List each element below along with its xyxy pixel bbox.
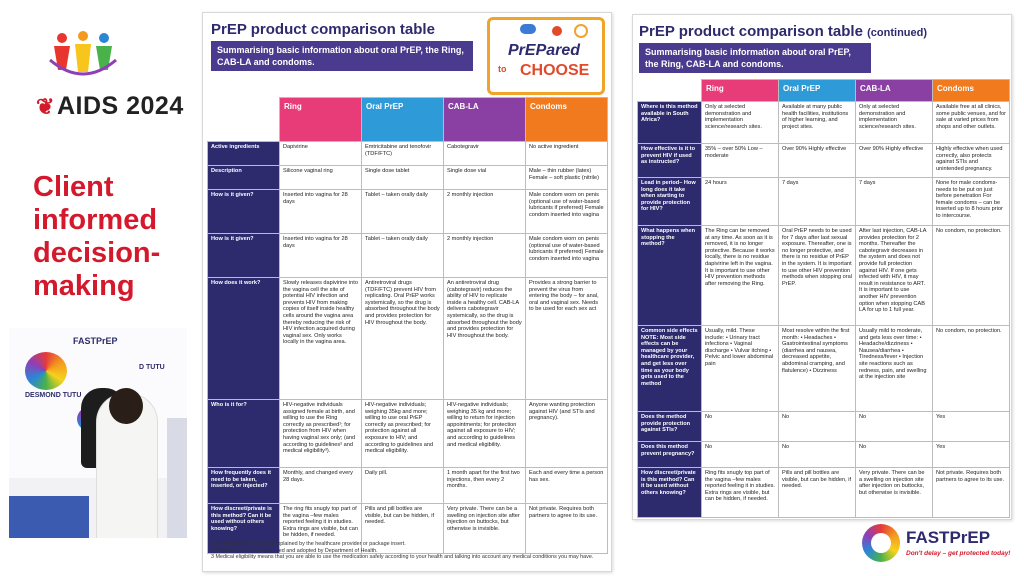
footnotes (211, 541, 607, 561)
row-label: Lead in period– How long does it take when starting to provide protection for HIV? (638, 178, 702, 226)
row-label: How discreet/private is this method? Can it be used without others knowing? (638, 468, 702, 518)
table-cell: Monthly, and changed every 28 days. (280, 468, 362, 504)
table-row (638, 102, 1010, 144)
banner-text: DESMOND TUTU (25, 392, 82, 399)
row-label: How effective is it to prevent HIV if used as instructed? (638, 144, 702, 178)
column-header-oral-prep: Oral PrEP (362, 98, 444, 142)
row-label: How does it work? (208, 278, 280, 400)
aids-2024-wordmark (36, 92, 184, 121)
row-label: What happens when stopping the method? (638, 226, 702, 326)
table-cell: No (856, 412, 933, 442)
row-label: Description (208, 166, 280, 190)
table-header-row (638, 80, 1010, 102)
table-row (638, 442, 1010, 468)
table-cell: Not private. Requires both partners to agree to its use. (526, 504, 608, 554)
table-cell: 1 month apart for the first two injections, then every 2 months. (444, 468, 526, 504)
table-cell: 2 monthly injection (444, 190, 526, 234)
table-row (638, 468, 1010, 518)
table-cell: Ring fits snugly top part of the vagina –few males reported feeling it in studies. Extra rings are visible, but can be hidden, if needed. (702, 468, 779, 518)
table-cell: HIV-negative individuals; weighing 35 kg and more; willing to return for injection appointments; for protection against all exposure to HIV; and according to guidelines and medical eligibility. (444, 400, 526, 468)
row-label: Does this method prevent pregnancy? (638, 442, 702, 468)
event-photo (9, 328, 187, 538)
comparison-sheet-1 (202, 12, 612, 572)
table-cell: Male condom worn on penis (optional use of water-based lubricants if preferred) Female condom inserted into vagina (526, 190, 608, 234)
sheet-subtitle: Summarising basic information about oral PrEP, the Ring, CAB-LA and condoms. (211, 41, 473, 71)
logo-text: AIDS 2024 (56, 92, 184, 120)
table-cell: Pills and pill bottles are visible, but can be hidden, if needed. (362, 504, 444, 554)
table-cell: Cabotegravir (444, 142, 526, 166)
display-stand (167, 418, 187, 538)
table-cell: An antiretroviral drug (cabotegravir) reduces the ability of HIV to replicate inside a healthy cell. CAB-LA delivers cabotegravir systemically, so the drug is absorbed throughout the body and provides protection for HIV throughout the body. (444, 278, 526, 400)
table-cell: Tablet – taken orally daily (362, 234, 444, 278)
badge-line-2: CHOOSE (520, 62, 590, 79)
table-cell: No (702, 412, 779, 442)
column-header-condoms: Condoms (933, 80, 1010, 102)
table-cell: Not private. Requires both partners to agree to its use. (933, 468, 1010, 518)
row-label: How discreet/private is this method? Can it be used without others knowing? (208, 504, 280, 554)
ring-icon (574, 24, 588, 38)
table-row (638, 326, 1010, 412)
column-header-ring: Ring (280, 98, 362, 142)
table-cell: HIV-negative individuals assigned female at birth, and willing to use the Ring correctly as prescribed¹; for protection from HIV when having vaginal sex only; (and according to guidelines² and medical eligibility³). (280, 400, 362, 468)
table-cell: 35% – over 50% Low –moderate (702, 144, 779, 178)
fastprep-logo-graphic (25, 352, 67, 390)
badge-to: to (498, 64, 507, 74)
table-cell: No (779, 412, 856, 442)
sheet-title-suffix: (continued) (867, 27, 928, 39)
banner-text: FASTPrEP (73, 336, 118, 346)
table-cell: Yes (933, 412, 1010, 442)
table-cell: Over 90% Highly effective (856, 144, 933, 178)
table-cell: 24 hours (702, 178, 779, 226)
sheet-subtitle: Summarising basic information about oral PrEP, the Ring, CAB-LA and condoms. (639, 43, 871, 73)
table-cell: 2 monthly injection (444, 234, 526, 278)
table-cell: None for male condoms-needs to be put on just before penetration For female condoms – can be inserted up to 8 hours prior to intercourse. (933, 178, 1010, 226)
fastprep-name: FASTPrEP (906, 528, 991, 547)
row-label: Does the method provide protection against STIs? (638, 412, 702, 442)
table-cell: No (702, 442, 779, 468)
table-cell: Oral PrEP needs to be used for 7 days after last sexual exposure. Thereafter, one is no longer protective, and there is no residue of PrEP in the system. It is important to use other HIV prevention methods when stopping oral PrEP. (779, 226, 856, 326)
table-row (208, 142, 608, 166)
row-label: Active ingredients (208, 142, 280, 166)
table-cell: Most resolve within the first month: • Headaches • Gastrointestinal symptoms (diarrhea and nausea, decreased appetite, abdominal cramping, and flatulence) • Dizziness (779, 326, 856, 412)
table-cell: Over 90% Highly effective (779, 144, 856, 178)
table-header-row (208, 98, 608, 142)
column-header-cab-la: CAB-LA (856, 80, 933, 102)
footnote: 2 Guidelines that are approved and adopted by Department of Health. (211, 547, 378, 554)
table-cell: Each and every time a person has sex. (526, 468, 608, 504)
fastprep-logo (862, 522, 1012, 570)
comparison-sheet-2 (632, 14, 1012, 520)
table-cell: Single dose tablet (362, 166, 444, 190)
table-cell: Daily pill. (362, 468, 444, 504)
badge-line-1: PrEPared (508, 42, 581, 59)
table-cell: Yes (933, 442, 1010, 468)
table-row (638, 226, 1010, 326)
table-cell: No (856, 442, 933, 468)
column-header-condoms: Condoms (526, 98, 608, 142)
table-cell: Available free at all clinics, some public venues, and for sale at varied prices from shops and other outlets. (933, 102, 1010, 144)
column-header-oral-prep: Oral PrEP (779, 80, 856, 102)
dot-icon (552, 26, 562, 36)
table-cell: Only at selected demonstration and implementation science/research sites. (702, 102, 779, 144)
table-cell: Inserted into vagina for 28 days (280, 234, 362, 278)
aids-2024-logo (30, 28, 190, 123)
prepared-to-choose-badge (487, 17, 605, 95)
table-cell: 7 days (779, 178, 856, 226)
table-cell: The ring fits snugly top part of the vagina –few males reported feeling it in studies. Extra rings are visible, but can be hidden, if needed. (280, 504, 362, 554)
table-row (208, 234, 608, 278)
row-label: How frequently does it need to be taken, inserted, or injected? (208, 468, 280, 504)
table-cell: Only at selected demonstration and implementation science/research sites. (856, 102, 933, 144)
comparison-table (207, 97, 608, 554)
table-cell: Male – thin rubber (latex) Female – soft plastic (nitrile) (526, 166, 608, 190)
table-cell: No active ingredient (526, 142, 608, 166)
page-headline: Client informed decision-making (33, 171, 161, 302)
comparison-table (637, 79, 1010, 518)
table-cell: Antiretroviral drugs (TDF/FTC) prevent HIV from replicating. Oral PrEP works systemically, so the drug is absorbed throughout the body and provides protection for HIV throughout the body. (362, 278, 444, 400)
table-cell: Very private. There can be a swelling on injection site after injection on buttocks, but otherwise is invisible. (856, 468, 933, 518)
table-corner (638, 80, 702, 102)
sheet-title (639, 23, 927, 40)
banner-text: D TUTU (139, 364, 165, 371)
row-label: Where is this method available in South Africa? (638, 102, 702, 144)
table-cell: Dapivirine (280, 142, 362, 166)
column-header-ring: Ring (702, 80, 779, 102)
table-cell: Provides a strong barrier to prevent the virus from entering the body – for anal, oral and vaginal sex. Needs to be used for each sex act (526, 278, 608, 400)
table-cell: Emtricitabine and tenofovir (TDF/FTC) (362, 142, 444, 166)
table-cell: Tablet – taken orally daily (362, 190, 444, 234)
footnote: 3 Medical eligibility means that you are able to use the medication safely according to your health and talking into account any medical conditions you may have. (211, 554, 594, 561)
person-head (109, 388, 143, 424)
pill-icon (520, 24, 536, 34)
table-cell: Pills and pill bottles are visible, but can be hidden, if needed. (779, 468, 856, 518)
table-cell: Very private. There can be a swelling on injection site after injection on buttocks, but otherwise is invisible. (444, 504, 526, 554)
table-row (208, 278, 608, 400)
table-row (638, 144, 1010, 178)
display-table (9, 496, 89, 538)
table-cell: No (779, 442, 856, 468)
people-figures-icon (48, 30, 118, 88)
row-label: How is it given? (208, 190, 280, 234)
row-label: Common side effects NOTE: Most side effects can be managed by your healthcare provider, and get less over time as your body gets used to the method (638, 326, 702, 412)
row-label: How is it given? (208, 234, 280, 278)
footnote: 1 As prescribed means as explained by the healthcare provider or package insert. (211, 541, 406, 547)
table-cell: Usually mild to moderate, and gets less over time: • Headache/dizziness • Nausea/diarrhea • Tiredness/fever • Injection site reactions such as redness, pain, and swelling at the injection site (856, 326, 933, 412)
sheet-title-text: PrEP product comparison table (639, 23, 863, 40)
table-cell: Slowly releases dapivirine into the vagina cell the site of potential HIV infection and prevents HIV from making copies of itself inside healthy cells around the vagina area thereby reducing the risk of HIV infection acquired during vaginal sex. Only works locally in the vagina area. (280, 278, 362, 400)
table-row (208, 166, 608, 190)
table-cell: Usually, mild. These include: • Urinary tract infections • Vaginal discharge • Vulvar itching • Pelvic and lower abdominal pain (702, 326, 779, 412)
table-cell: HIV-negative individuals; weighing 35kg and more; willing to use oral PrEP correctly as prescribed; for protection against all exposure to HIV; and according to guidelines and medical eligibility. (362, 400, 444, 468)
table-row (638, 178, 1010, 226)
table-cell: No condom, no protection. (933, 326, 1010, 412)
table-cell: Silicone vaginal ring (280, 166, 362, 190)
column-header-cab-la: CAB-LA (444, 98, 526, 142)
fastprep-tagline: Don't delay – get protected today! (906, 550, 1011, 557)
table-cell: The Ring can be removed at any time. As soon as it is removed, it is no longer protective. Because it works locally, there is no residue dapivirine left in the vagina. It is important to use other HIV prevention methods after removing the Ring. (702, 226, 779, 326)
table-row (208, 400, 608, 468)
table-cell: Available at many public health facilities, institutions of higher learning, and project sites. (779, 102, 856, 144)
table-cell: 7 days (856, 178, 933, 226)
table-row (638, 412, 1010, 442)
table-cell: Single dose vial (444, 166, 526, 190)
table-corner (208, 98, 280, 142)
table-cell: After last injection, CAB-LA provides protection for 2 months. Thereafter the cabotegravir decreases in the system and does not provide full protection against HIV. If one gets infected with HIV, it may result in resistance to ART. It is important to use another HIV prevention option when stopping CAB LA for up to 1 full year. (856, 226, 933, 326)
table-cell: Anyone wanting protection against HIV (and STIs and pregnancy). (526, 400, 608, 468)
table-cell: No condom, no protection. (933, 226, 1010, 326)
table-row (208, 190, 608, 234)
table-row (208, 468, 608, 504)
table-cell: Male condom worn on penis (optional use of water-based lubricants if preferred) Female condom inserted into vagina (526, 234, 608, 278)
sheet-title: PrEP product comparison table (211, 21, 435, 38)
red-ribbon-icon: ❦ (36, 94, 55, 119)
heart-icon (862, 524, 900, 562)
table-cell: Inserted into vagina for 28 days (280, 190, 362, 234)
table-cell: Highly effective when used correctly, also protects against STIs and unintended pregnancy. (933, 144, 1010, 178)
row-label: Who is it for? (208, 400, 280, 468)
